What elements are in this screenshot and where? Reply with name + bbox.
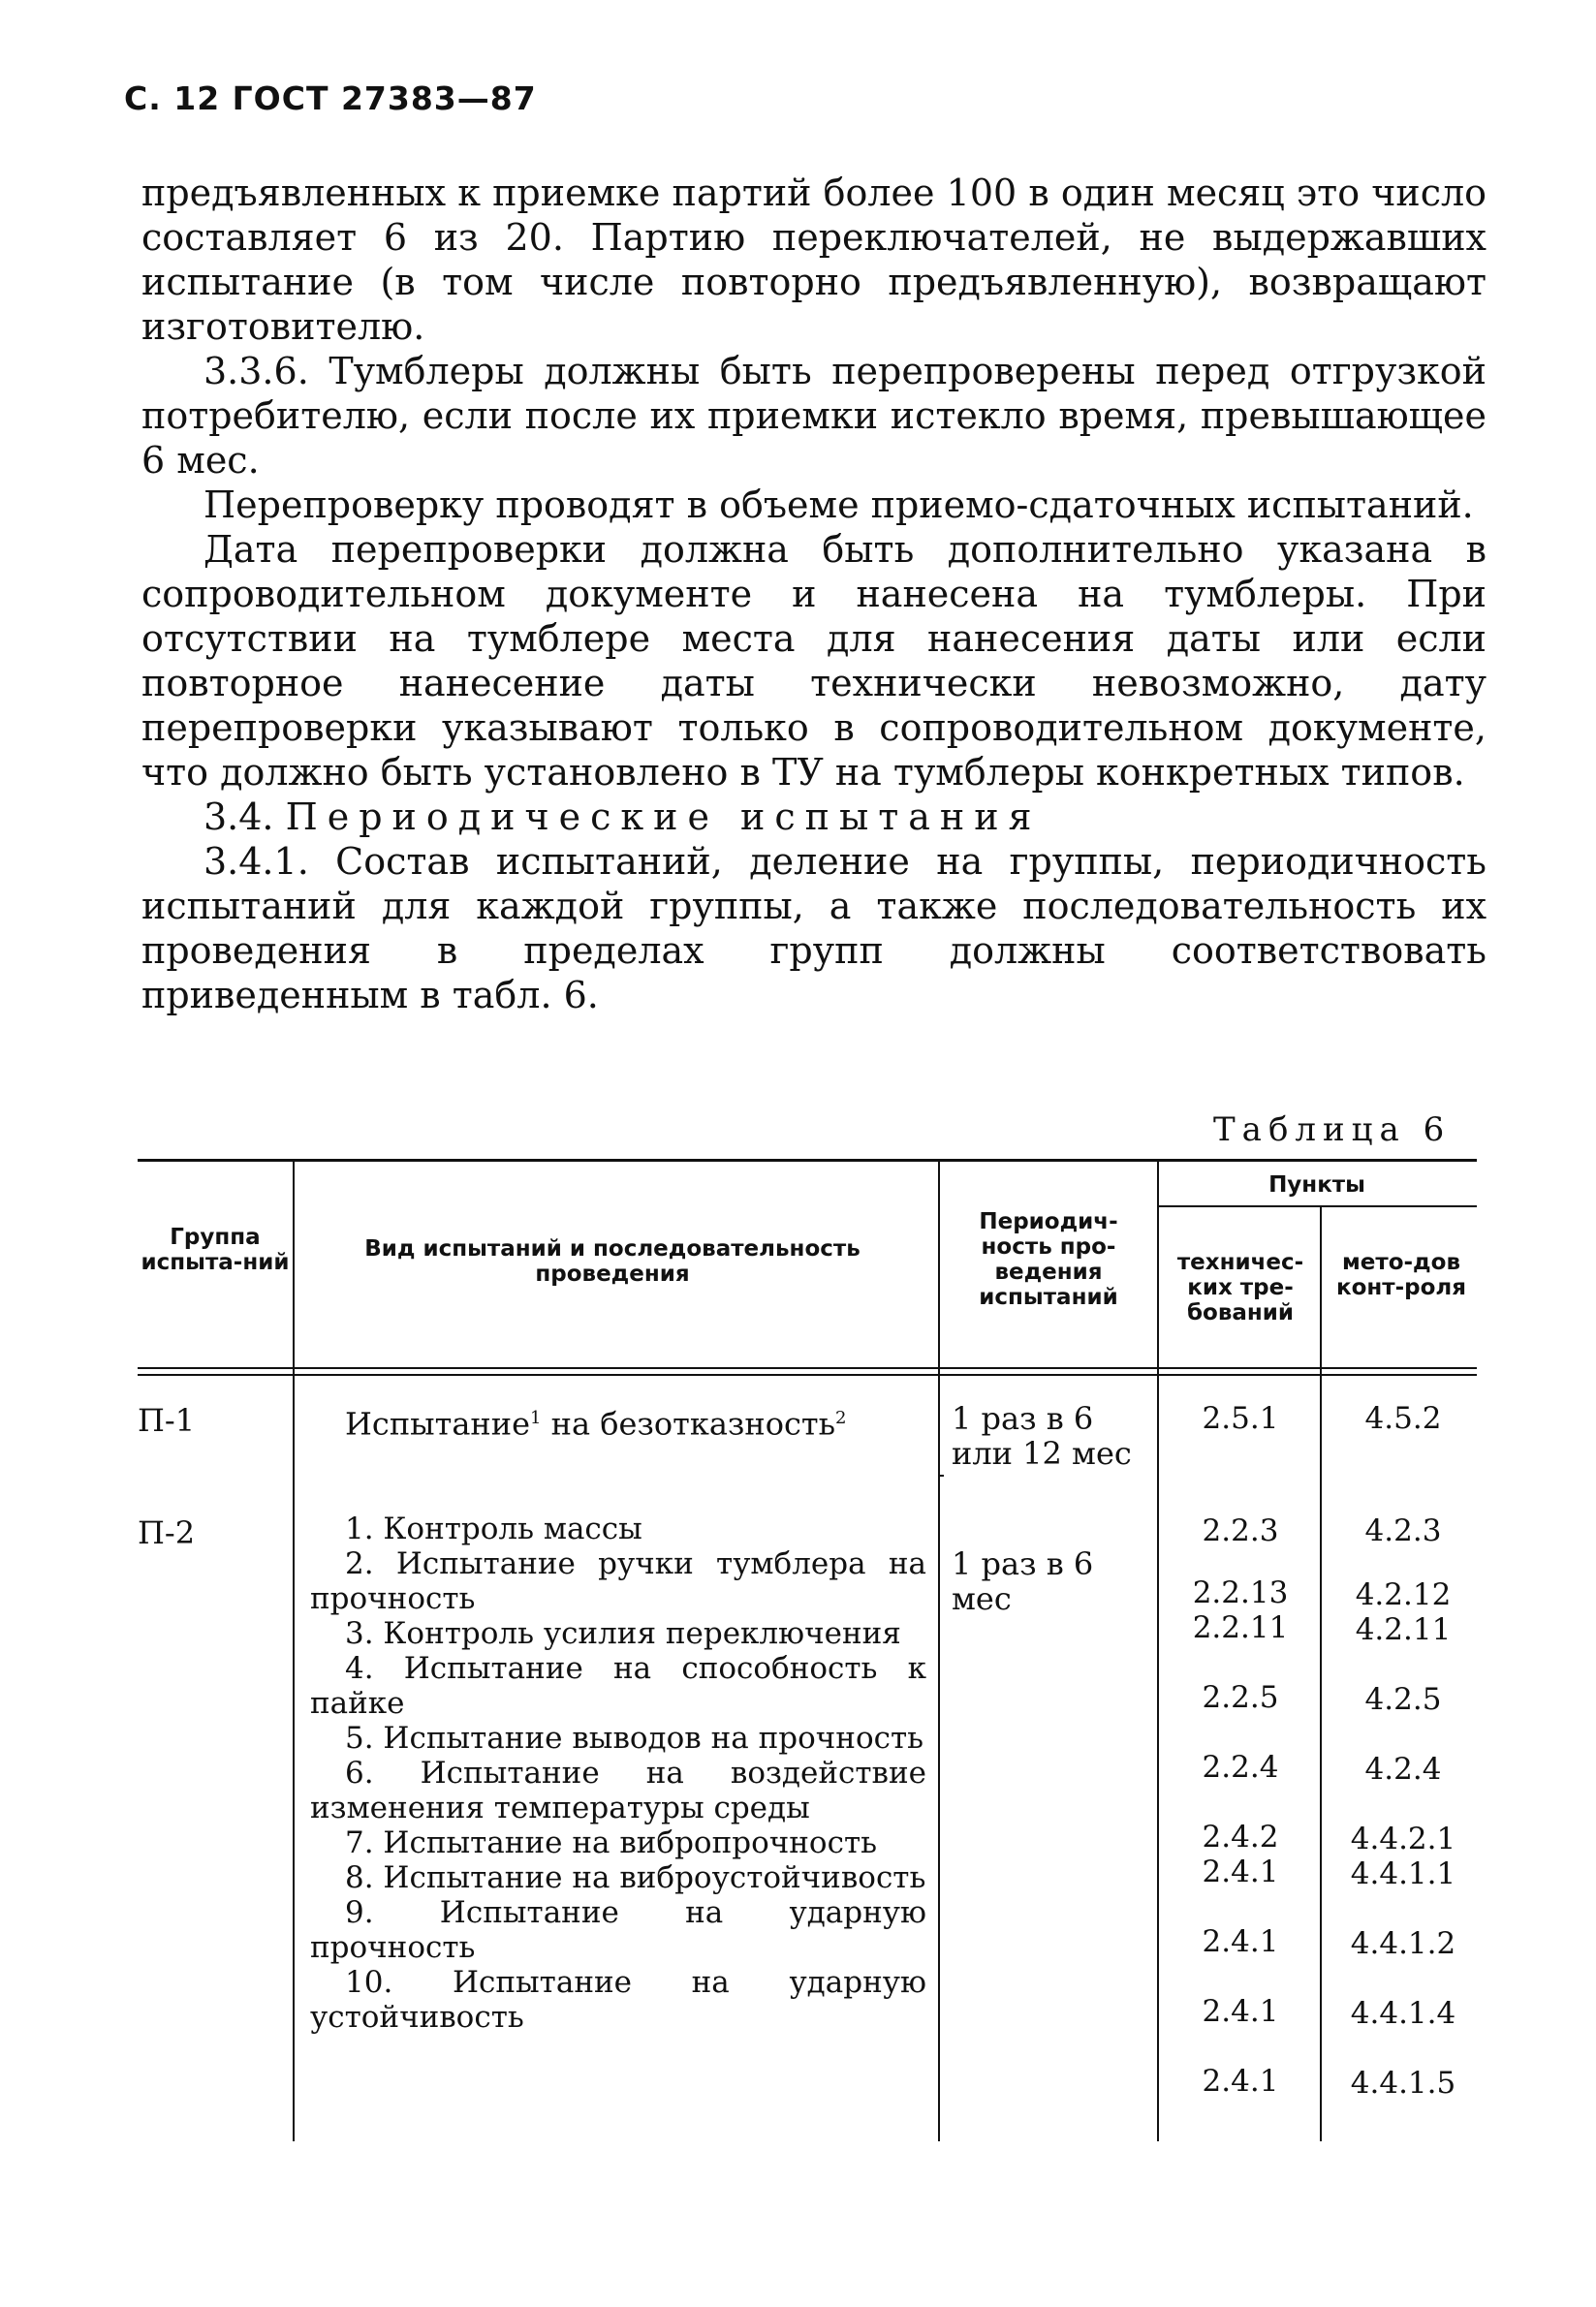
tech-2: 2.2.13 (1192, 1575, 1289, 1610)
section-title: Периодические испытания (285, 795, 1042, 838)
test-item-4: 4. Испытание на способность к пайке (310, 1651, 926, 1721)
page-header: С. 12 ГОСТ 27383—87 (124, 79, 537, 117)
tech-7: 2.4.1 (1202, 1855, 1279, 1889)
row-p1-tech: 2.5.1 (1202, 1401, 1279, 1436)
points-subheader-rule (1157, 1205, 1477, 1207)
test-item-7: 7. Испытание на вибропрочность (345, 1825, 877, 1860)
header-tech: техничес-ких тре-бований (1176, 1250, 1304, 1325)
method-4: 4.2.5 (1364, 1682, 1442, 1717)
section-number: 3.4. (203, 795, 274, 838)
row-p1-test: Испытание$^1$ на безотказность$^2$ (345, 1405, 847, 1443)
header-period: Периодич-ность про-ведения испытаний (979, 1209, 1118, 1310)
header-bottom-rule-1 (138, 1367, 1477, 1369)
method-2: 4.2.12 (1355, 1577, 1452, 1612)
method-7: 4.4.1.1 (1350, 1856, 1456, 1891)
test-item-10: 10. Испытание на ударную устойчивость (310, 1965, 926, 2035)
paragraph-3-3-6: 3.3.6. Тумблеры должны быть перепроверены перед отгрузкой потребителю, если после их приемки истекло время, превышающее 6 мес. (141, 350, 1486, 482)
row-p1-bottom-tick (938, 1475, 944, 1477)
col-divider-1 (293, 1159, 295, 2141)
header-test: Вид испытаний и последовательность проведения (364, 1236, 861, 1287)
row-p2-period: 1 раз в 6 мес (952, 1545, 1094, 1617)
header-method: мето-дов конт-роля (1335, 1250, 1467, 1300)
tech-3: 2.2.11 (1192, 1610, 1289, 1645)
test-item-6: 6. Испытание на воздействие изменения температуры среды (310, 1756, 926, 1825)
paragraph-recheck-volume: Перепроверку проводят в объеме приемо-сдаточных испытаний. (203, 483, 1474, 526)
method-8: 4.4.1.2 (1350, 1926, 1456, 1961)
row-p2-group: П-2 (138, 1514, 196, 1551)
method-9: 4.4.1.4 (1350, 1996, 1456, 2031)
section-heading-3-4 (141, 795, 1486, 839)
method-10: 4.4.1.5 (1350, 2066, 1456, 2101)
test-item-2: 2. Испытание ручки тумблера на прочность (310, 1546, 926, 1616)
table-6 (138, 1159, 1477, 2141)
paragraph-continuation: предъявленных к приемке партий более 100 в один месяц это число составляет 6 из 20. Партию переключателей, не выдержавших испытание (в том числе повторно предъявленную), возвращают изготовителю. (141, 171, 1486, 348)
body-text (141, 171, 1486, 1017)
test-item-9: 9. Испытание на ударную прочность (310, 1895, 926, 1965)
table-top-rule (138, 1159, 1477, 1162)
test-item-8: 8. Испытание на виброустойчивость (345, 1860, 926, 1895)
tech-6: 2.4.2 (1202, 1820, 1279, 1855)
method-5: 4.2.4 (1364, 1752, 1442, 1787)
header-points: Пункты (1268, 1172, 1365, 1198)
col-divider-2 (938, 1159, 940, 2141)
row-p1-period: 1 раз в 6 или 12 мес (952, 1400, 1132, 1472)
header-bottom-rule-2 (138, 1374, 1477, 1376)
tech-5: 2.2.4 (1202, 1750, 1279, 1785)
test-item-3: 3. Контроль усилия переключения (345, 1616, 901, 1651)
tech-10: 2.4.1 (1202, 2064, 1279, 2099)
method-3: 4.2.11 (1355, 1612, 1452, 1647)
col-divider-3 (1157, 1159, 1159, 2141)
row-p2-tests (310, 1512, 926, 2035)
tech-4: 2.2.5 (1202, 1680, 1279, 1715)
header-group: Группа испыта-ний (141, 1225, 290, 1275)
table-caption: Таблица 6 (1213, 1110, 1452, 1149)
tech-8: 2.4.1 (1202, 1924, 1279, 1959)
test-item-5: 5. Испытание выводов на прочность (345, 1721, 923, 1756)
method-1: 4.2.3 (1364, 1513, 1442, 1548)
tech-9: 2.4.1 (1202, 1994, 1279, 2029)
tech-1: 2.2.3 (1202, 1513, 1279, 1548)
col-divider-4 (1320, 1207, 1322, 2141)
row-p1-method: 4.5.2 (1364, 1401, 1442, 1436)
paragraph-recheck-date: Дата перепроверки должна быть дополнительно указана в сопроводительном документе и нанесена на тумблеры. При отсутствии на тумблере места для нанесения даты или если повторное нанесение даты технически невозможно, дату перепроверки указывают только в сопроводительном документе, что должно быть установлено в ТУ на тумблеры конкретных типов. (141, 528, 1486, 794)
test-item-1: 1. Контроль массы (345, 1512, 642, 1546)
method-6: 4.4.2.1 (1350, 1822, 1456, 1856)
paragraph-3-4-1: 3.4.1. Состав испытаний, деление на группы, периодичность испытаний для каждой группы, а также последовательность их проведения в пределах групп должны соответствовать приведенным в табл. 6. (141, 840, 1486, 1016)
row-p1-group: П-1 (138, 1402, 196, 1439)
